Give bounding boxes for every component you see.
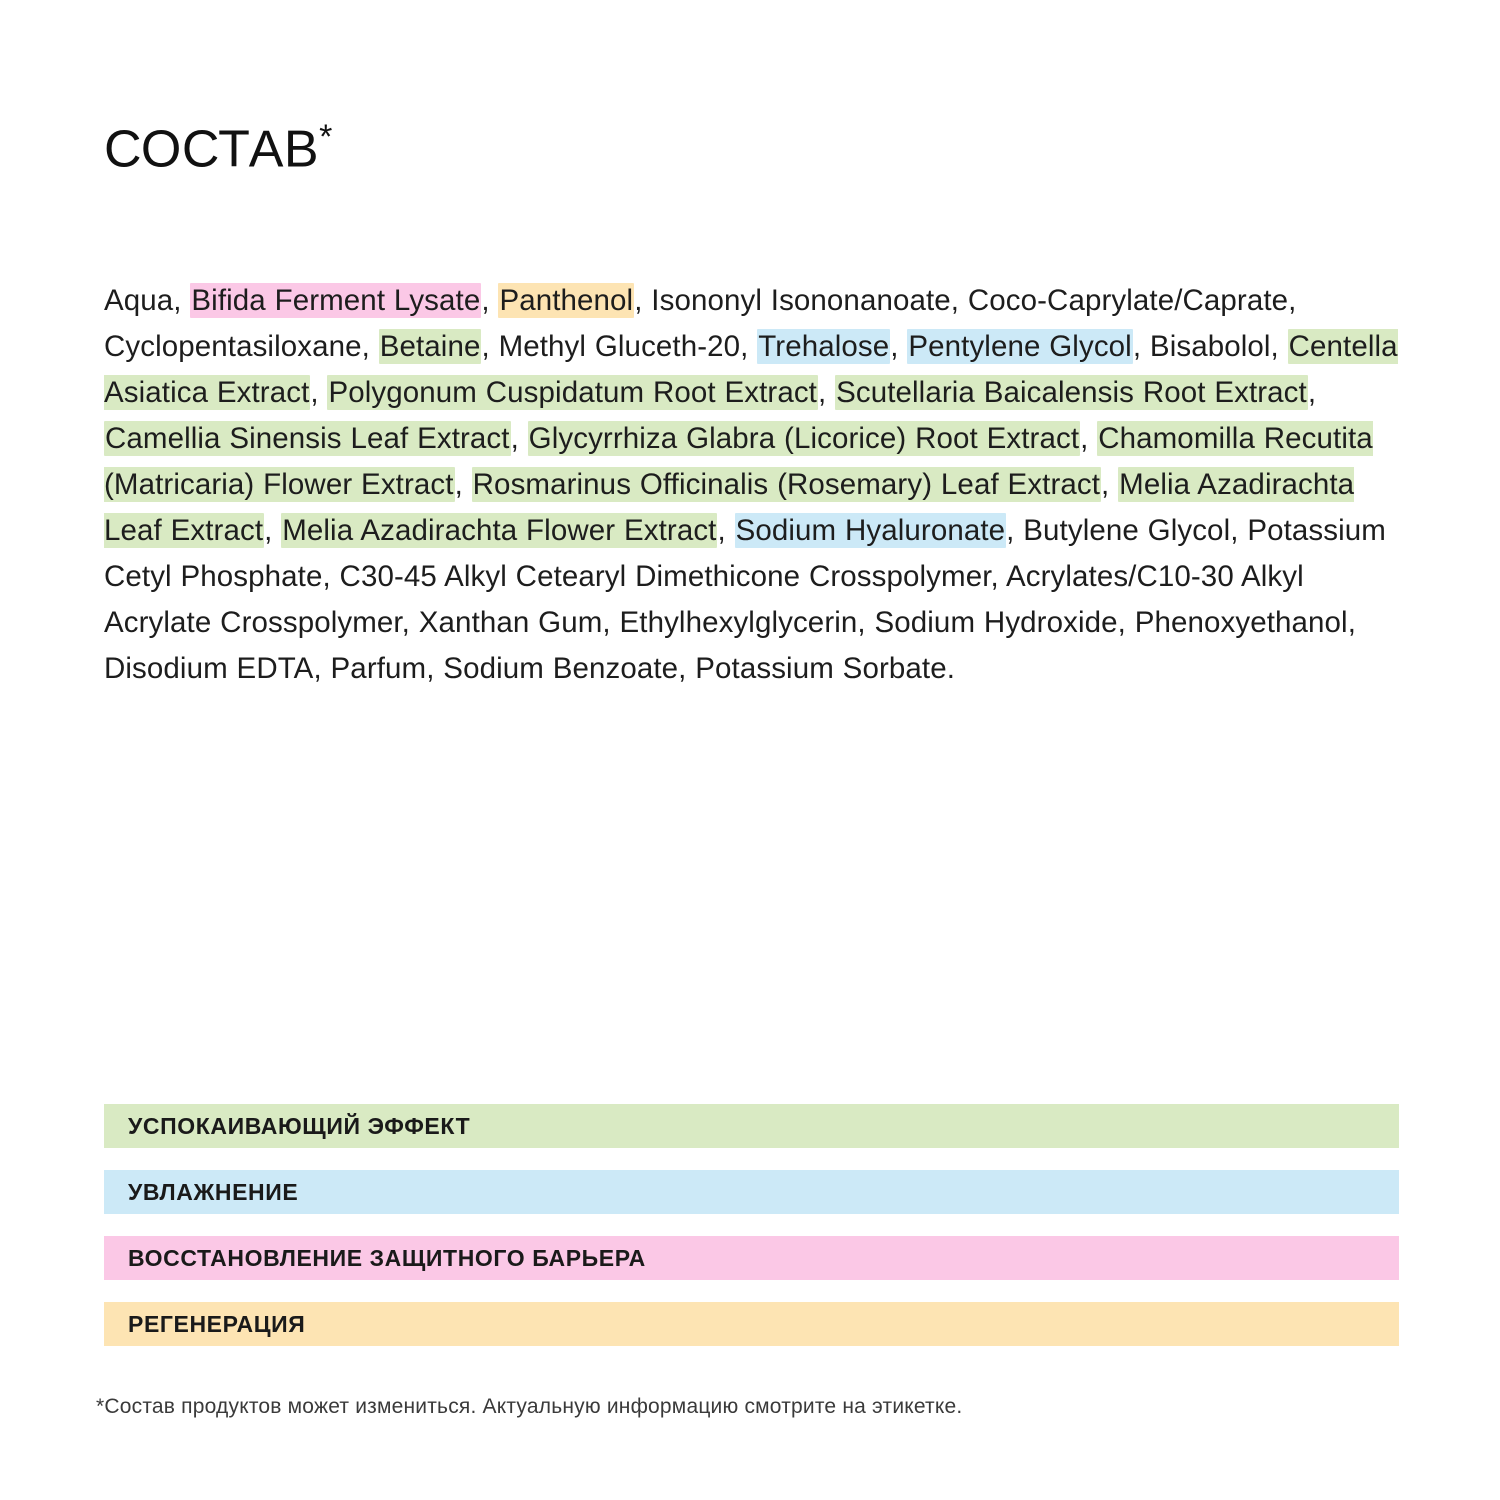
page-title <box>104 117 333 179</box>
ingredient-text: Aqua, <box>104 283 191 317</box>
footnote <box>96 1395 962 1419</box>
ingredient-text: , <box>264 513 282 547</box>
ingredient-text: , Isononyl Isononanoate, Coco-Caprylate/Caprate, Cyclopentasiloxane, <box>104 283 1297 363</box>
footnote-asterisk: * <box>96 1395 105 1418</box>
ingredient-highlight: Camellia Sinensis Leaf Extract <box>105 421 510 455</box>
legend-item-pink <box>104 1236 1399 1280</box>
ingredient-text: , Butylene Glycol, Potassium Cetyl Phosphate, C30-45 Alkyl Cetearyl Dimethicone Crosspolymer, Acrylates/C10-30 Alkyl Acrylate Crosspolymer, Xanthan Gum, Ethylhexylglycerin, Sodium Hydroxide, Phenoxyethanol, Disodium EDTA, Parfum, Sodium Benzoate, Potassium Sorbate. <box>104 513 1386 685</box>
ingredient-text: , <box>890 329 908 363</box>
legend-item-label: УСПОКАИВАЮЩИЙ ЭФФЕКТ <box>128 1112 471 1139</box>
legend-item-label: УВЛАЖНЕНИЕ <box>128 1178 299 1205</box>
ingredient-highlight: Panthenol <box>499 283 634 317</box>
ingredient-highlight: Betaine <box>379 329 481 363</box>
ingredient-highlight: Pentylene Glycol <box>908 329 1132 363</box>
legend-item-label: РЕГЕНЕРАЦИЯ <box>128 1310 306 1337</box>
ingredient-highlight: Glycyrrhiza Glabra (Licorice) Root Extract <box>528 421 1080 455</box>
ingredient-highlight: Melia Azadirachta Flower Extract <box>282 513 717 547</box>
ingredient-text: , <box>817 375 836 409</box>
ingredient-highlight: Rosmarinus Officinalis (Rosemary) Leaf Extract <box>472 467 1101 501</box>
page-title-text: СОСТАВ <box>104 120 320 179</box>
ingredient-text: , <box>717 513 735 547</box>
ingredient-highlight: Chamomilla Recutita (Matricaria) Flower Extract <box>104 421 1373 501</box>
ingredient-highlight: Sodium Hyaluronate <box>735 513 1006 547</box>
legend-item-green <box>104 1104 1399 1148</box>
ingredient-text: , Bisabolol, <box>1132 329 1288 363</box>
ingredient-text: , <box>1101 467 1119 501</box>
ingredient-highlight: Scutellaria Baicalensis Root Extract <box>836 375 1307 409</box>
ingredient-highlight: Bifida Ferment Lysate <box>191 283 481 317</box>
legend-item-blue <box>104 1170 1399 1214</box>
ingredient-highlight: Trehalose <box>758 329 890 363</box>
ingredient-text: , <box>310 375 328 409</box>
ingredient-text: , <box>481 283 499 317</box>
ingredient-text: , <box>454 467 472 501</box>
ingredient-highlight: Polygonum Cuspidatum Root Extract <box>328 375 817 409</box>
ingredient-text: , Methyl Gluceth-20, <box>481 329 758 363</box>
ingredient-highlight: Melia Azadirachta Leaf Extract <box>104 467 1355 547</box>
legend <box>104 1104 1399 1346</box>
ingredient-text: , <box>510 421 528 455</box>
ingredients-list <box>104 278 1399 692</box>
legend-item-yellow <box>104 1302 1399 1346</box>
ingredient-text: , <box>1080 421 1098 455</box>
ingredient-text: , <box>1307 375 1317 409</box>
legend-item-label: ВОССТАНОВЛЕНИЕ ЗАЩИТНОГО БАРЬЕРА <box>128 1244 646 1271</box>
ingredient-highlight: Centella Asiatica Extract <box>104 329 1398 409</box>
title-asterisk: * <box>319 117 333 156</box>
footnote-text: Состав продуктов может измениться. Актуальную информацию смотрите на этикетке. <box>104 1395 963 1418</box>
